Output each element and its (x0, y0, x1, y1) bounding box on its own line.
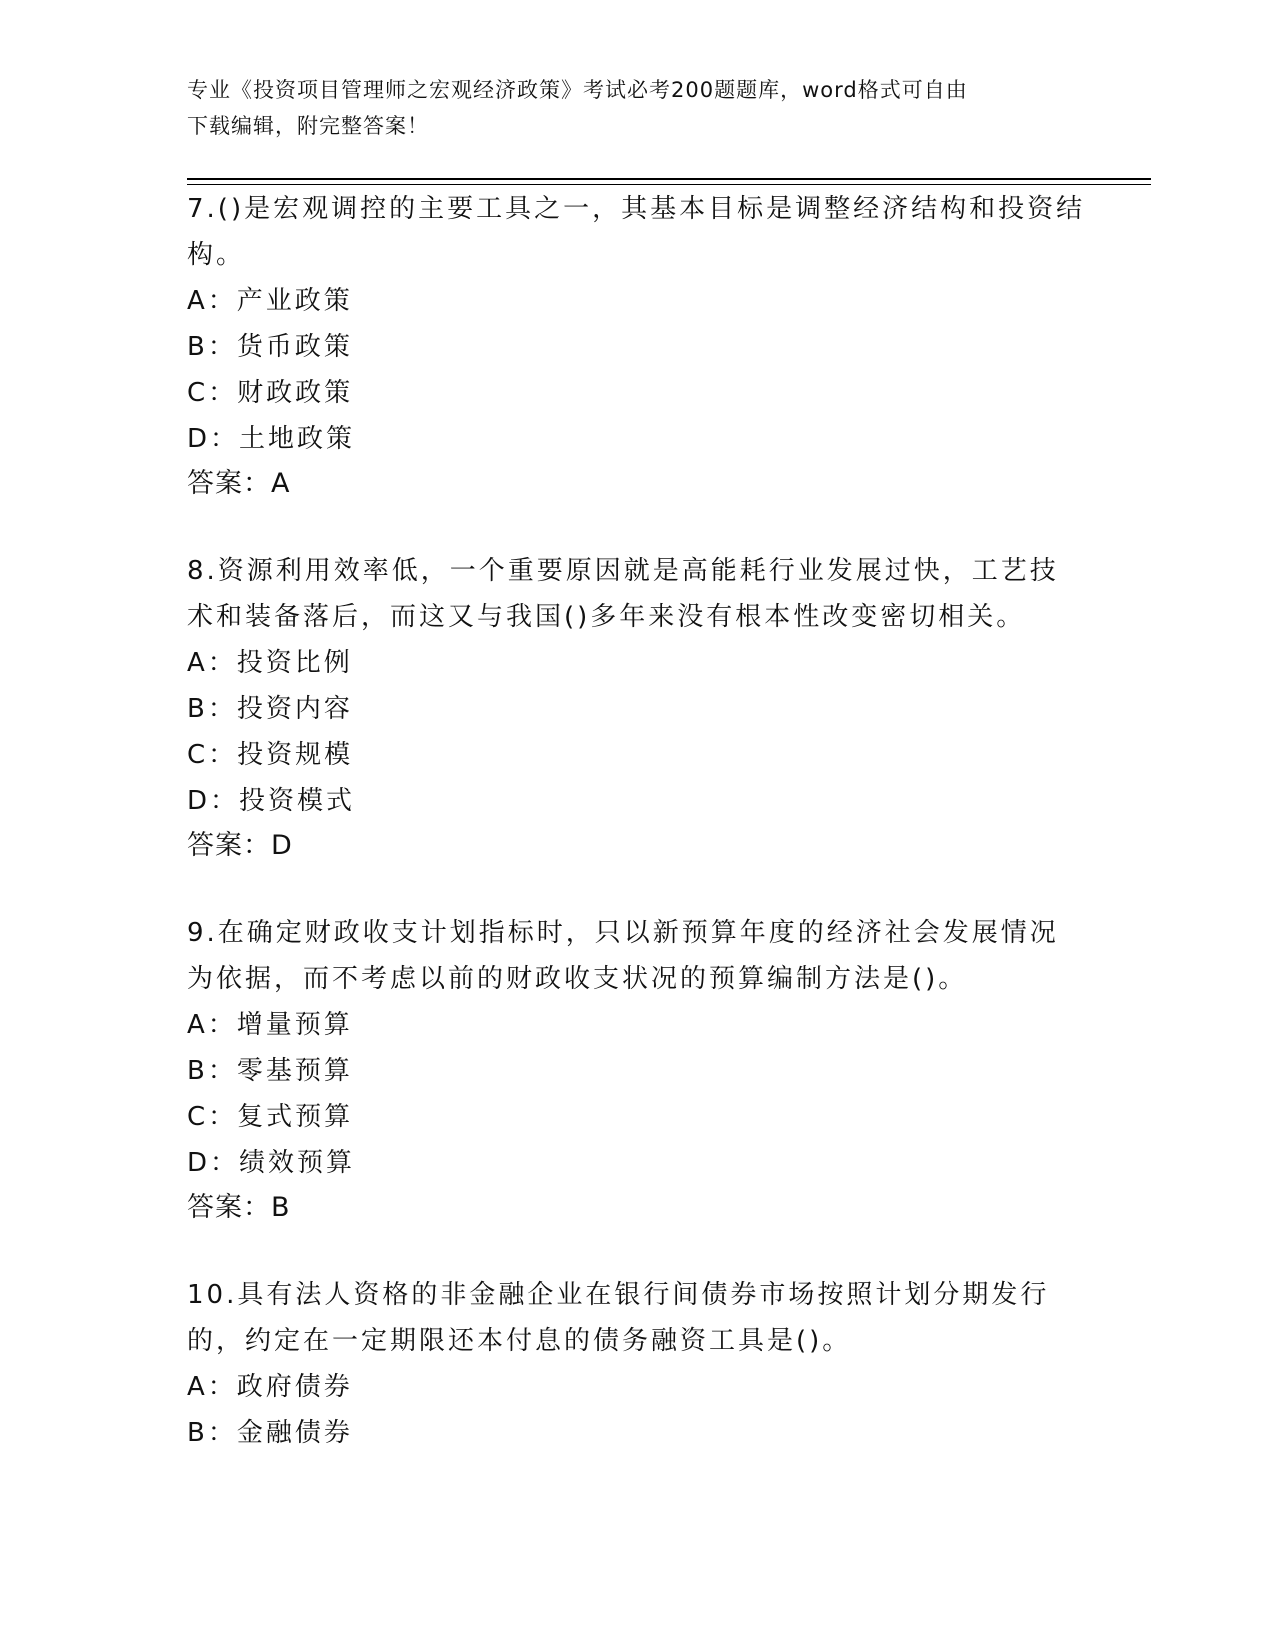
question-block (187, 548, 1087, 868)
header-divider-thick (187, 178, 1151, 180)
header-note (187, 72, 1087, 144)
answer-line: 答案：D (187, 830, 293, 861)
option-a: A：政府债券 (187, 1372, 353, 1402)
option-d: D：土地政策 (187, 424, 356, 454)
option-d: D：绩效预算 (187, 1148, 356, 1178)
option-a: A：增量预算 (187, 1010, 353, 1040)
option-b: B：金融债券 (187, 1418, 353, 1448)
option-c: C：投资规模 (187, 740, 354, 770)
option-b: B：零基预算 (187, 1056, 353, 1086)
question-stem: 7.()是宏观调控的主要工具之一，其基本目标是调整经济结构和投资结构。 (187, 194, 1086, 270)
header-note-line-1: 专业《投资项目管理师之宏观经济政策》考试必考200题题库，word格式可自由 (187, 78, 968, 102)
option-c: C：财政政策 (187, 378, 354, 408)
answer-line: 答案：A (187, 468, 291, 499)
option-a: A：投资比例 (187, 648, 353, 678)
question-stem: 9.在确定财政收支计划指标时，只以新预算年度的经济社会发展情况为依据，而不考虑以前的财政收支状况的预算编制方法是()。 (187, 918, 1059, 994)
header-divider-thin (187, 184, 1151, 185)
question-block (187, 186, 1087, 506)
option-d: D：投资模式 (187, 786, 356, 816)
question-stem: 10.具有法人资格的非金融企业在银行间债券市场按照计划分期发行的，约定在一定期限还本付息的债务融资工具是()。 (187, 1280, 1050, 1356)
option-a: A：产业政策 (187, 286, 353, 316)
question-block (187, 910, 1087, 1230)
question-stem: 8.资源利用效率低，一个重要原因就是高能耗行业发展过快，工艺技术和装备落后，而这又与我国()多年来没有根本性改变密切相关。 (187, 556, 1059, 632)
answer-line: 答案：B (187, 1192, 291, 1223)
option-c: C：复式预算 (187, 1102, 354, 1132)
option-b: B：投资内容 (187, 694, 353, 724)
header-note-line-2: 下载编辑，附完整答案！ (187, 114, 429, 138)
question-block (187, 1272, 1087, 1456)
option-b: B：货币政策 (187, 332, 353, 362)
